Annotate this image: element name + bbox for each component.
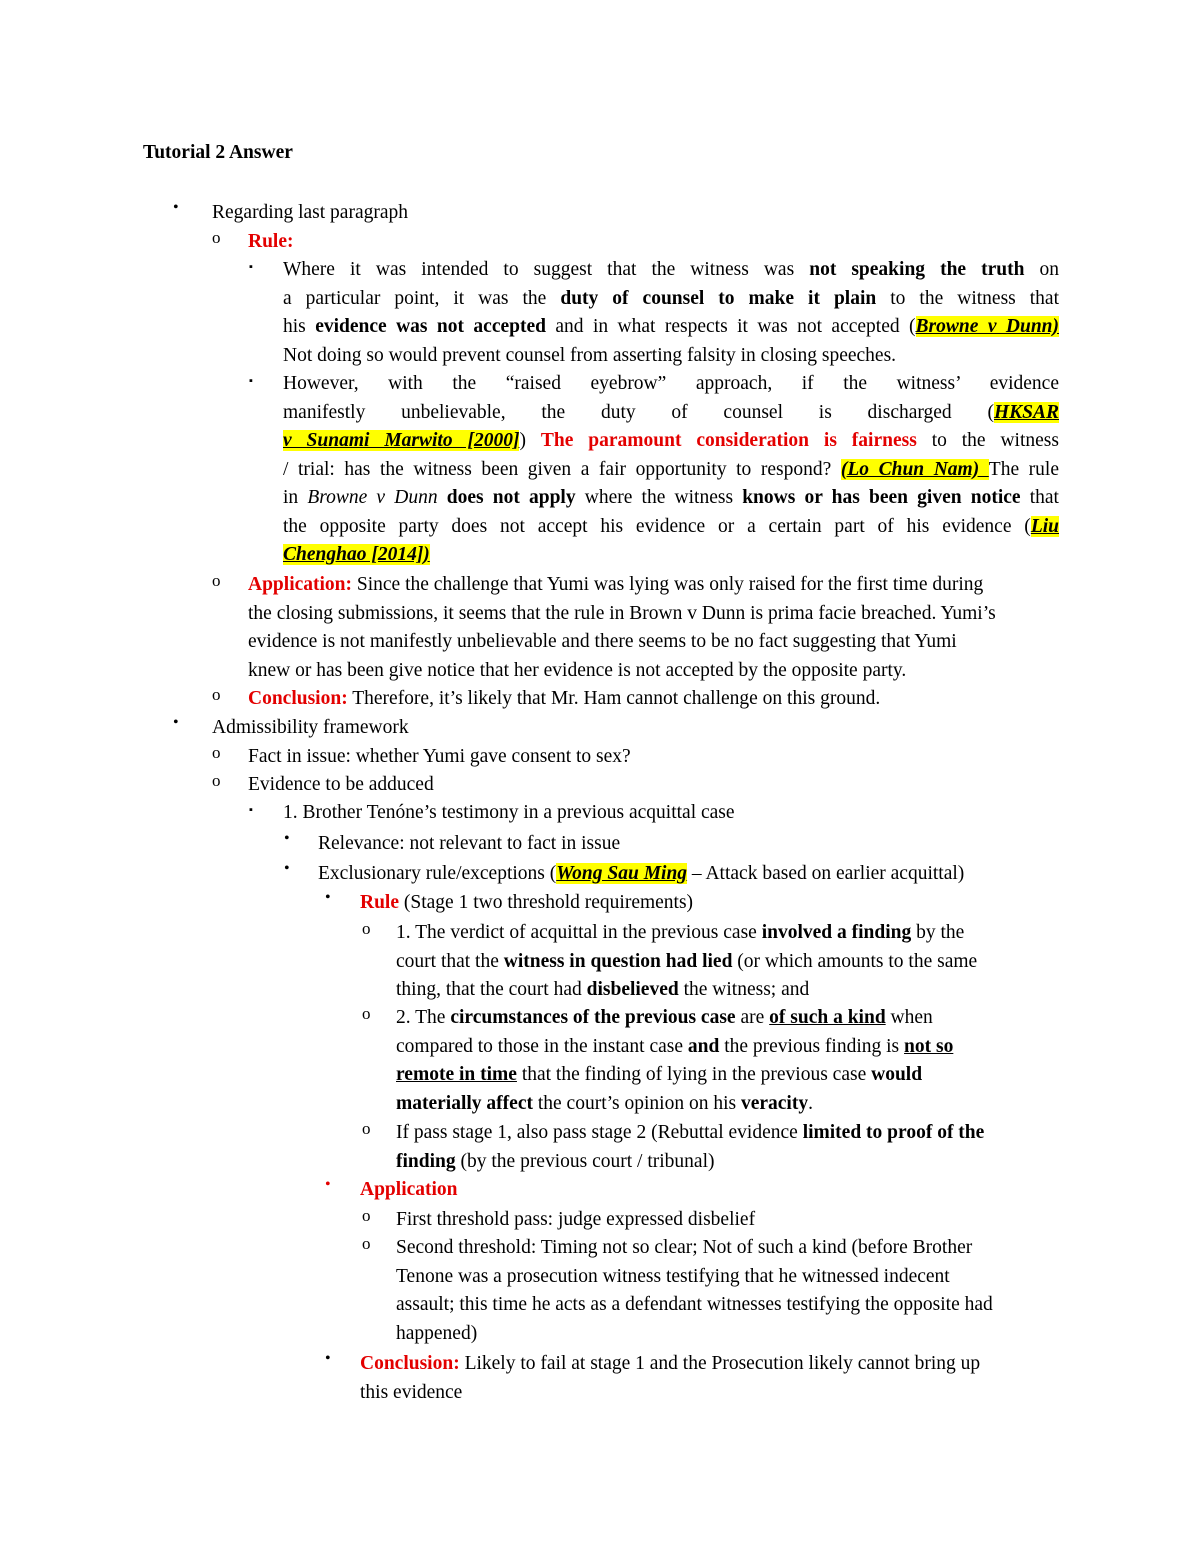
bullet-circle: o bbox=[212, 571, 221, 590]
bullet-square: ▪ bbox=[249, 804, 253, 816]
case-liu-chenghao: Chenghao [2014]) bbox=[283, 544, 430, 565]
stage1-rule: Rule (Stage 1 two threshold requirements) bbox=[360, 892, 694, 913]
bullet-circle: o bbox=[362, 1206, 371, 1225]
exclusionary-line: Exclusionary rule/exceptions (Wong Sau Ming – Attack based on earlier acquittal) bbox=[318, 863, 965, 884]
bullet-circle: o bbox=[362, 1234, 371, 1253]
bullet-disc: • bbox=[284, 860, 290, 877]
threshold-3: If pass stage 1, also pass stage 2 (Rebuttal evidence limited to proof of the finding (by the previous court / tribunal) bbox=[396, 1122, 985, 1172]
bullet-square: ▪ bbox=[249, 375, 253, 387]
section2-heading: Admissibility framework bbox=[212, 717, 409, 738]
rule-point-raised-eyebrow: However, with the “raised eyebrow” approach, if the witness’ evidence manifestly unbelievable, the duty of counsel is discharged (HKSAR v Sunami Marwito [2000]) The paramount consideration is fairness to the witness / trial: has the witness been given a fair opportunity to respond? (Lo Chun Nam) The rule in Browne v Dunn does not apply where the witness knows or has been given notice that the opposite party does not accept his evidence or a certain part of his evidence (Liu Chenghao [2014]) bbox=[283, 373, 1059, 565]
stage1-conclusion: Conclusion: Likely to fail at stage 1 and the Prosecution likely cannot bring up this evidence bbox=[360, 1353, 981, 1403]
bullet-circle: o bbox=[362, 1004, 371, 1023]
bullet-circle: o bbox=[212, 685, 221, 704]
case-browne-v-dunn: Browne v Dunn) bbox=[915, 316, 1059, 337]
bullet-circle: o bbox=[212, 228, 221, 247]
application-point-2: Second threshold: Timing not so clear; Not of such a kind (before Brother Tenone was a prosecution witness testifying that he witnessed indecent assault; this time he acts as a defendant witnesses testifying the opposite had happened) bbox=[396, 1237, 993, 1344]
rule-label: Rule: bbox=[248, 231, 294, 252]
bullet-circle: o bbox=[362, 919, 371, 938]
case-liu: Liu bbox=[1030, 515, 1059, 537]
section1-heading: Regarding last paragraph bbox=[212, 202, 409, 223]
bullet-circle: o bbox=[362, 1119, 371, 1138]
fact-in-issue: Fact in issue: whether Yumi gave consent to sex? bbox=[248, 746, 631, 767]
bullet-disc: • bbox=[173, 199, 179, 216]
evidence-item-1: 1. Brother Tenóne’s testimony in a previous acquittal case bbox=[283, 802, 735, 823]
bullet-disc: • bbox=[173, 714, 179, 731]
case-sunami-marwito: v Sunami Marwito [2000] bbox=[283, 430, 520, 451]
bullet-circle: o bbox=[212, 743, 221, 762]
evidence-to-be-adduced: Evidence to be adduced bbox=[248, 774, 434, 795]
case-lo-chun-nam: (Lo Chun Nam) bbox=[840, 458, 989, 480]
rule-point-browne: Where it was intended to suggest that the witness was not speaking the truth on a particular point, it was the duty of counsel to make it plain to the witness that his evidence was not accepted and in what respects it was not accepted (Browne v Dunn) Not doing so would prevent counsel from asserting falsity in closing speeches. bbox=[283, 259, 1060, 366]
application-point-1: First threshold pass: judge expressed disbelief bbox=[396, 1209, 756, 1230]
stage1-application: Application bbox=[360, 1179, 458, 1200]
relevance-line: Relevance: not relevant to fact in issue bbox=[318, 833, 621, 854]
case-wong-sau-ming: Wong Sau Ming bbox=[556, 863, 688, 884]
bullet-square: ▪ bbox=[249, 261, 253, 273]
threshold-2: 2. The circumstances of the previous case are of such a kind when compared to those in the instant case and the previous finding is not so remote in time that the finding of lying in the previous case would materially affect the court’s opinion on his veracity. bbox=[396, 1007, 954, 1114]
page-title: Tutorial 2 Answer bbox=[143, 142, 293, 163]
case-hksar: HKSAR bbox=[993, 401, 1059, 423]
application-paragraph: Application: Since the challenge that Yumi was lying was only raised for the first time during the closing submissions, it seems that the rule in Brown v Dunn is prima facie breached. Yumi’s evidence is not manifestly unbelievable and there seems to be no fact suggesting that Yumi knew or has been give notice that her evidence is not accepted by the opposite party. bbox=[248, 574, 996, 681]
bullet-disc: • bbox=[284, 830, 290, 847]
bullet-disc: • bbox=[325, 889, 331, 906]
threshold-1: 1. The verdict of acquittal in the previous case involved a finding by the court that the witness in question had lied (or which amounts to the same thing, that the court had disbelieved the witness; and bbox=[396, 922, 978, 1000]
bullet-disc: • bbox=[325, 1176, 331, 1193]
bullet-disc: • bbox=[325, 1350, 331, 1367]
conclusion-paragraph: Conclusion: Therefore, it’s likely that Mr. Ham cannot challenge on this ground. bbox=[248, 688, 881, 709]
bullet-circle: o bbox=[212, 771, 221, 790]
